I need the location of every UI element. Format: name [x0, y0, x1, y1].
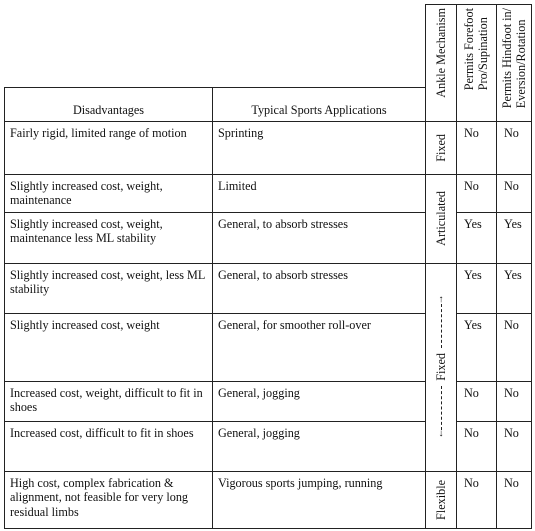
header-forefoot-line1: Permits Forefoot	[462, 8, 477, 91]
disadvantages-cell: Slightly increased cost, weight, maintenance less ML stability	[5, 212, 213, 263]
mechanism-cell-flexible	[426, 471, 457, 528]
mechanism-label: Articulated	[433, 191, 448, 247]
applications-cell: General, for smoother roll-over	[213, 313, 426, 381]
dashed-line	[441, 386, 442, 430]
arrow-up-icon: ↑	[438, 294, 444, 306]
header-forefoot-text	[462, 8, 490, 90]
disadvantages-cell: Fairly rigid, limited range of motion	[5, 122, 213, 175]
forefoot-cell: Yes	[457, 212, 497, 263]
header-disadvantages: Disadvantages	[5, 88, 213, 122]
header-hindfoot-text	[500, 8, 528, 108]
header-hindfoot	[497, 5, 532, 122]
applications-cell: General, jogging	[213, 421, 426, 471]
fixed-range-indicator	[426, 264, 456, 471]
hindfoot-cell: Yes	[497, 263, 532, 313]
hindfoot-cell: Yes	[497, 212, 532, 263]
header-forefoot-line2: Pro/Supination	[476, 17, 491, 91]
table-row	[5, 471, 532, 528]
header-applications: Typical Sports Applications	[213, 88, 426, 122]
mechanism-label: Fixed	[433, 134, 448, 162]
header-spacer	[5, 5, 213, 88]
hindfoot-cell: No	[497, 471, 532, 528]
arrow-down-icon: ↓	[438, 428, 444, 440]
disadvantages-cell: Increased cost, weight, difficult to fit in shoes	[5, 381, 213, 421]
mechanism-cell-fixed-span	[426, 263, 457, 471]
header-ankle-mechanism	[426, 5, 457, 122]
applications-cell: Sprinting	[213, 122, 426, 175]
header-hindfoot-line2: Eversion/Rotation	[514, 19, 528, 109]
header-top-row	[5, 5, 532, 88]
forefoot-cell: No	[457, 471, 497, 528]
applications-cell: General, jogging	[213, 381, 426, 421]
hindfoot-cell: No	[497, 381, 532, 421]
disadvantages-cell: Slightly increased cost, weight, less ML stability	[5, 263, 213, 313]
hindfoot-cell: No	[497, 313, 532, 381]
disadvantages-cell: High cost, complex fabrication & alignment, not feasible for very long residual limbs	[5, 471, 213, 528]
header-hindfoot-line1: Permits Hindfoot in/	[499, 8, 514, 109]
dashed-line	[441, 304, 442, 348]
header-forefoot	[457, 5, 497, 122]
mechanism-cell-articulated	[426, 175, 457, 264]
forefoot-cell: No	[457, 421, 497, 471]
hindfoot-cell: No	[497, 175, 532, 213]
table-row	[5, 122, 532, 175]
applications-cell: Limited	[213, 175, 426, 213]
applications-cell: General, to absorb stresses	[213, 212, 426, 263]
forefoot-cell: Yes	[457, 313, 497, 381]
forefoot-cell: No	[457, 175, 497, 213]
hindfoot-cell: No	[497, 421, 532, 471]
header-ankle-mechanism-text: Ankle Mechanism	[433, 8, 448, 98]
table-row	[5, 175, 532, 213]
mechanism-cell-fixed	[426, 122, 457, 175]
forefoot-cell: No	[457, 122, 497, 175]
disadvantages-cell: Slightly increased cost, weight, maintenance	[5, 175, 213, 213]
applications-cell: Vigorous sports jumping, running	[213, 471, 426, 528]
mechanism-label: Fixed	[433, 353, 448, 382]
prosthetic-feet-table	[4, 4, 532, 529]
table-row	[5, 263, 532, 313]
forefoot-cell: Yes	[457, 263, 497, 313]
mechanism-label: Flexible	[433, 479, 448, 520]
disadvantages-cell: Increased cost, difficult to fit in shoes	[5, 421, 213, 471]
applications-cell: General, to absorb stresses	[213, 263, 426, 313]
forefoot-cell: No	[457, 381, 497, 421]
hindfoot-cell: No	[497, 122, 532, 175]
disadvantages-cell: Slightly increased cost, weight	[5, 313, 213, 381]
header-spacer	[213, 5, 426, 88]
